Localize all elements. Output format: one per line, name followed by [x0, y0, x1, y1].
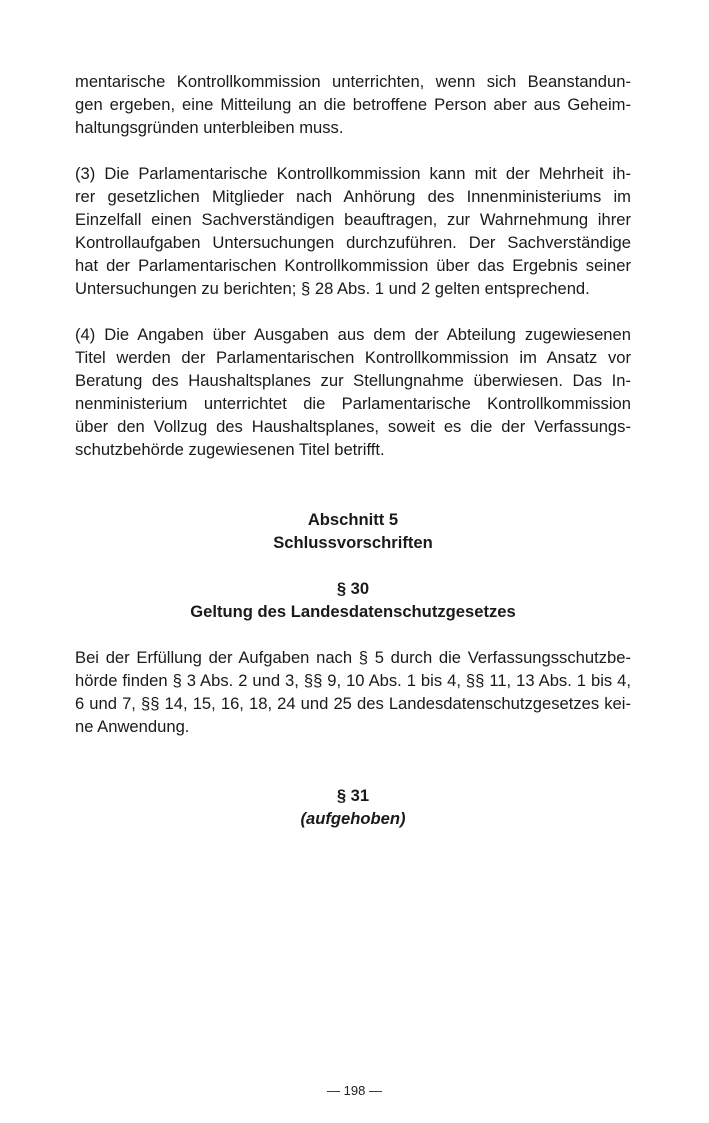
text-line: mentarische Kontrollkommission unterrichten, wenn sich Beanstandun-: [75, 72, 631, 91]
text-line: hat der Parlamentarischen Kontrollkommission über das Ergebnis seiner: [75, 256, 631, 275]
paragraph-31-number: § 31: [336, 786, 370, 805]
text-line: ne Anwendung.: [75, 717, 190, 736]
text-line: über den Vollzug des Haushaltsplanes, soweit es die der Verfassungs-: [75, 417, 631, 436]
paragraph-3: [75, 162, 631, 300]
text-line: Titel werden der Parlamentarischen Kontrollkommission im Ansatz vor: [75, 348, 631, 367]
text-line: nenministerium unterrichtet die Parlamentarische Kontrollkommission: [75, 394, 631, 413]
text-line: Einzelfall einen Sachverständigen beauftragen, zur Wahrnehmung ihrer: [75, 210, 631, 229]
text-line: Bei der Erfüllung der Aufgaben nach § 5 durch die Verfassungsschutzbe-: [75, 648, 631, 667]
paragraph-30-body: [75, 646, 631, 738]
page-number: — 198 —: [327, 1083, 382, 1098]
text-line: Untersuchungen zu berichten; § 28 Abs. 1 und 2 gelten entsprechend.: [75, 279, 590, 298]
text-line: hörde finden § 3 Abs. 2 und 3, §§ 9, 10 Abs. 1 bis 4, §§ 11, 13 Abs. 1 bis 4,: [75, 671, 631, 690]
text-line: (4) Die Angaben über Ausgaben aus dem der Abteilung zugewiesenen: [75, 325, 631, 344]
text-line: schutzbehörde zugewiesenen Titel betrifft.: [75, 440, 385, 459]
text-line: Beratung des Haushaltsplanes zur Stellungnahme überwiesen. Das In-: [75, 371, 631, 390]
text-line: rer gesetzlichen Mitglieder nach Anhörung des Innenministeriums im: [75, 187, 631, 206]
text-line: Kontrollaufgaben Untersuchungen durchzuführen. Der Sachverständige: [75, 233, 631, 252]
paragraph-31-title: (aufgehoben): [300, 809, 406, 828]
paragraph-30-number: § 30: [336, 579, 370, 598]
paragraph-30-title: Geltung des Landesdatenschutzgesetzes: [190, 602, 516, 621]
text-line: gen ergeben, eine Mitteilung an die betroffene Person aber aus Geheim-: [75, 95, 631, 114]
section-label: Abschnitt 5: [307, 510, 399, 529]
text-line: 6 und 7, §§ 14, 15, 16, 18, 24 und 25 des Landesdatenschutzgesetzes kei-: [75, 694, 631, 713]
text-line: (3) Die Parlamentarische Kontrollkommission kann mit der Mehrheit ih-: [75, 164, 631, 183]
paragraph-continuation: [75, 70, 631, 139]
section-title: Schlussvorschriften: [273, 533, 433, 552]
paragraph-4: [75, 323, 631, 461]
page-content: [75, 70, 631, 830]
text-line: haltungsgründen unterbleiben muss.: [75, 118, 344, 137]
